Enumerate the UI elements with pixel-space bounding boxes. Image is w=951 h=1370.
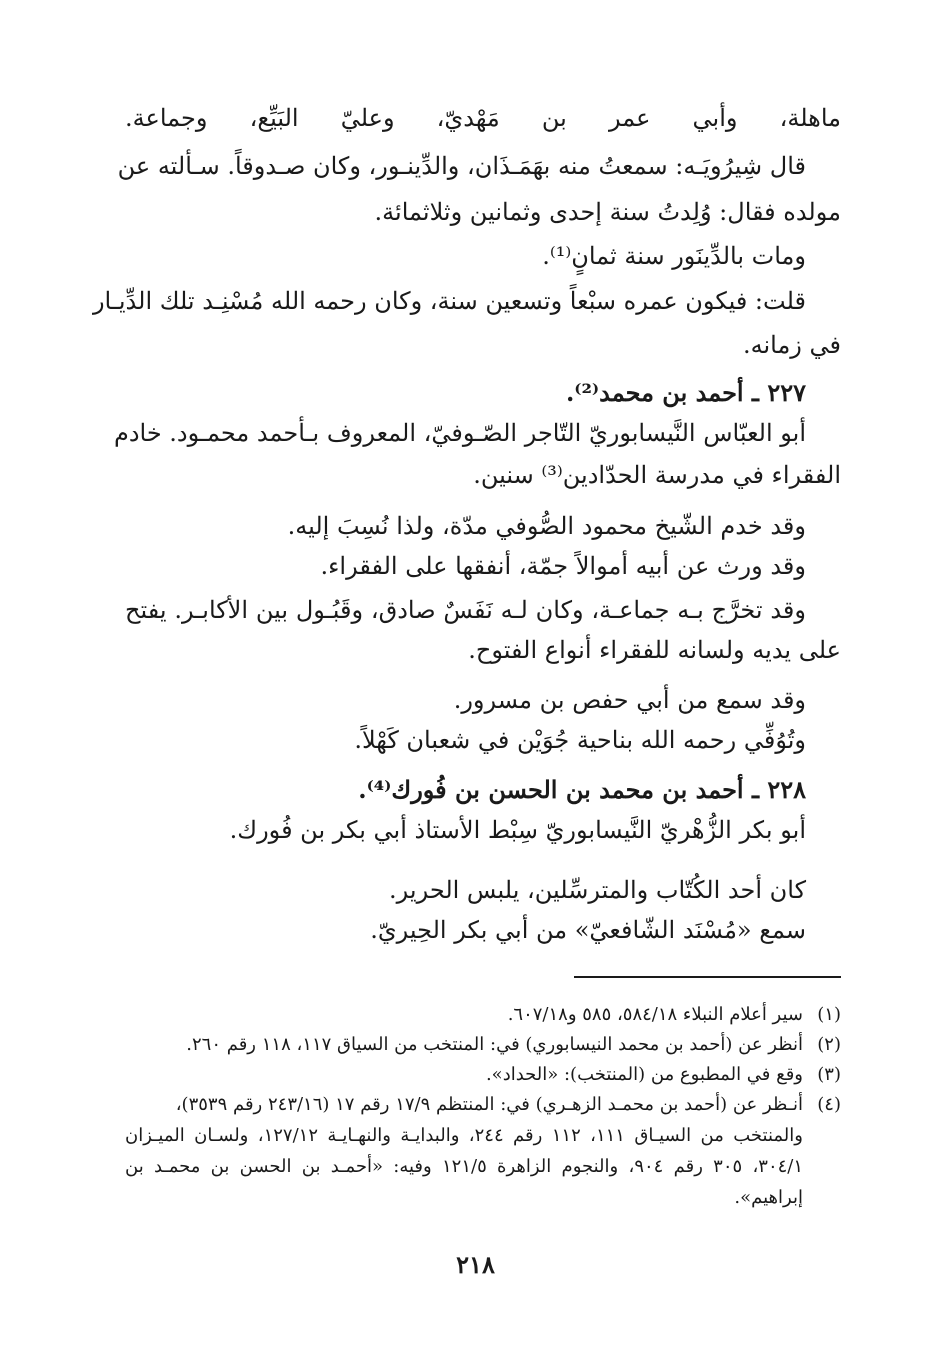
footnote-number: (١) bbox=[817, 1004, 841, 1025]
text-line: أبو العبّاس النَّيسابوريّ التّاجر الصّـوفيّ، المعروف بـأحمد محمـود. خادم bbox=[113, 419, 806, 447]
text-line: وقد ورث عن أبيه أموالاً جمّة، أنفقها على الفقراء. bbox=[320, 552, 806, 580]
text-line: أبو بكر الزُّهْريّ النَّيسابوريّ سِبْط الأستاذ أبي بكر بن فُورك. bbox=[229, 816, 806, 844]
text-line: الفقراء في مدرسة الحدّادين⁽³⁾ سنين. bbox=[473, 461, 841, 489]
footnote-text: سير أعلام النبلاء ٥٨٤/١٨، ٥٨٥ و٦٠٧/١٨. bbox=[507, 1004, 803, 1025]
footnote-text: أنظر عن (أحمد بن محمد النيسابوري) في: المنتخب من السياق ١١٧، ١١٨ رقم ٢٦٠. bbox=[186, 1034, 803, 1055]
footnote-number: (٤) bbox=[817, 1094, 841, 1115]
footnote-separator bbox=[574, 976, 841, 978]
footnote-text: أنـظر عن (أحمد بن محمـد الزهـري) في: المنتظم ١٧/٩ رقم ١٧ (٢٤٣/١٦ رقم ٣٥٣٩)، bbox=[175, 1094, 803, 1115]
footnote-4 bbox=[125, 1090, 841, 1120]
text-line: وتُوُفِّي رحمه الله بناحية جُوَيْن في شعبان كَهْلاً. bbox=[354, 726, 806, 754]
text-line: وقد خدم الشّيخ محمود الصُّوفي مدّة، ولذا نُسِبَ إليه. bbox=[287, 512, 806, 540]
footnote-number: (٣) bbox=[817, 1064, 841, 1085]
footnote-number: (٢) bbox=[817, 1034, 841, 1055]
footnote-4-continued: والمنتخب من السيـاق ١١١، ١١٢ رقم ٢٤٤، والبدايـة والنهـايـة ١٢٧/١٢، ولسـان الميـزان bbox=[125, 1125, 803, 1146]
text-line: وقد تخرَّج بـه جماعـة، وكان لـه نَفَسٌ صادق، وقَبُـول بين الأكابـر. يفتح bbox=[125, 596, 806, 624]
text-line: على يديه ولسانه للفقراء أنواع الفتوح. bbox=[468, 636, 841, 664]
footnote-3 bbox=[125, 1060, 841, 1090]
text-line: مولده فقال: وُلِدتُ سنة إحدى وثمانين وثلاثمائة. bbox=[374, 198, 841, 226]
text-line: في زمانه. bbox=[742, 331, 841, 359]
entry-heading: ٢٢٧ ـ أحمد بن محمد⁽²⁾. bbox=[565, 378, 806, 407]
footnote-text: وقع في المطبوع من (المنتخب): «الحداد». bbox=[485, 1064, 803, 1085]
text-line: كان أحد الكُتّاب والمترسِّلين، يلبس الحرير. bbox=[389, 876, 806, 904]
entry-heading: ٢٢٨ ـ أحمد بن محمد بن الحسن بن فُورك⁽⁴⁾. bbox=[358, 775, 806, 804]
footnote-1 bbox=[125, 1000, 841, 1030]
text-line: ماهلة، وأبي عمر بن مَهْديّ، وعليّ البَيِّع، وجماعة. bbox=[125, 104, 841, 132]
footnote-4-continued: إبراهيم». bbox=[734, 1187, 803, 1208]
footnote-2 bbox=[125, 1030, 841, 1060]
text-line: سمع «مُسْنَد الشّافعيّ» من أبي بكر الحِيريّ. bbox=[370, 916, 806, 944]
text-line: ومات بالدِّينَور سنة ثمانٍ⁽¹⁾. bbox=[542, 242, 806, 270]
footnote-4-continued: ٣٠٤/١، ٣٠٥ رقم ٩٠٤، والنجوم الزاهرة ١٢١/٥ وفيه: «أحمـد بن الحسن بن محمـد بن bbox=[125, 1156, 804, 1177]
text-line: قال شِيرُويَـه: سمعتُ منه بهَمَـذَان، والدِّينـور، وكان صـدوقاً. سـألته عن bbox=[117, 152, 806, 180]
text-line: وقد سمع من أبي حفص بن مسرور. bbox=[453, 686, 806, 714]
text-line: قلت: فيكون عمره سبْعاً وتسعين سنة، وكان رحمه الله مُسْنِـد تلك الدِّيـار bbox=[92, 287, 806, 315]
page-number: ٢١٨ bbox=[456, 1250, 495, 1279]
